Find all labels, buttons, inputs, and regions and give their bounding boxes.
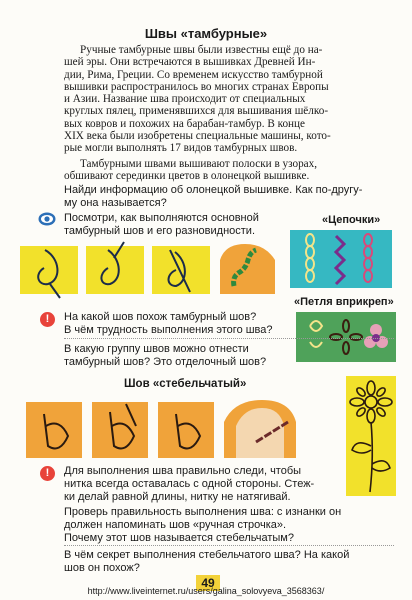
intro-paragraph [64, 44, 384, 155]
stem-stitch-title: Шов «стебельчатый» [124, 378, 247, 390]
para2-line: Тамбурными швами вышивают полоски в узорах, [80, 158, 318, 170]
check-line: Проверь правильность выполнения шва: с изнанки он [64, 506, 342, 518]
task-line: му она называется? [64, 197, 167, 209]
second-paragraph [64, 158, 384, 183]
intro-line: шей эры. Они встречаются в вышивках Древней Ин- [64, 56, 316, 69]
question-similar [64, 311, 314, 337]
rule-line: нитка всегда оставалась с одной стороны. Стеж- [64, 478, 315, 490]
question-line: На какой шов похож тамбурный шов? [64, 311, 257, 323]
question-group [64, 343, 294, 369]
intro-line: круглых пялец, применявшихся для вышивания шёлко- [64, 105, 329, 118]
label-chains: «Цепочки» [322, 214, 381, 226]
intro-line: и Азии. Название шва происходит от специальных [64, 93, 306, 106]
check-line: Почему этот шов называется стебельчатым? [64, 532, 294, 544]
look-instruction [64, 212, 304, 238]
footer-url[interactable]: http://www.liveinternet.ru/users/galina_solovyeva_3568363/ [87, 586, 325, 596]
chains-sample-panel [290, 230, 392, 288]
question-secret [64, 549, 394, 575]
rule-line: ки делай равной длины, нитку не натягивай. [64, 491, 291, 503]
eye-icon [38, 212, 56, 226]
flower-embroidery-sample [346, 376, 396, 496]
intro-line: дии, Рима, Греции. Со временем искусство тамбурной [64, 68, 323, 81]
check-instruction [64, 506, 394, 545]
question-line: В какую группу швов можно отнести [64, 343, 249, 355]
warning-icon: ! [40, 466, 55, 481]
intro-line: рые могли выполнять 17 видов тамбурных швов. [64, 142, 298, 155]
check-line: должен напоминать шов «ручная строчка». [64, 519, 287, 531]
loop-sample-panel [296, 312, 396, 362]
question-line: В чём трудность выполнения этого шва? [64, 324, 273, 336]
stem-stitch-steps-illustration [26, 396, 334, 462]
rule-line: Для выполнения шва правильно следи, чтобы [64, 465, 302, 477]
intro-line: XIX века были изобретены специальные машины, кото- [64, 130, 331, 143]
stitch-rule [64, 465, 340, 504]
label-loop: «Петля вприкреп» [294, 296, 394, 308]
look-line: тамбурный шов и его разновидности. [64, 225, 255, 237]
intro-line: Ручные тамбурные швы были известны ещё до на- [80, 44, 323, 56]
task-line: Найди информацию об олонецкой вышивке. Как по-другу- [64, 184, 363, 196]
task-research [64, 184, 394, 210]
warning-icon: ! [40, 312, 55, 327]
question-line: В чём секрет выполнения стебельчатого шва? На какой [64, 549, 350, 561]
divider [64, 338, 394, 339]
intro-line: вышивки распространилось во многих странах Европы [64, 80, 329, 93]
question-line: тамбурный шов? Это отделочный шов? [64, 356, 267, 368]
look-line: Посмотри, как выполняются основной [64, 212, 259, 224]
page-title: Швы «тамбурные» [144, 26, 268, 41]
intro-line: вых ковров и похожих на барабан-тамбур. В конце [64, 117, 305, 130]
chain-stitch-steps-illustration [20, 240, 282, 300]
question-line: шов он похож? [64, 562, 140, 574]
divider [64, 545, 394, 546]
page-number: 49 [196, 575, 220, 591]
para2-line: обшивают серединки цветов в олонецкой вышивке. [64, 170, 310, 183]
